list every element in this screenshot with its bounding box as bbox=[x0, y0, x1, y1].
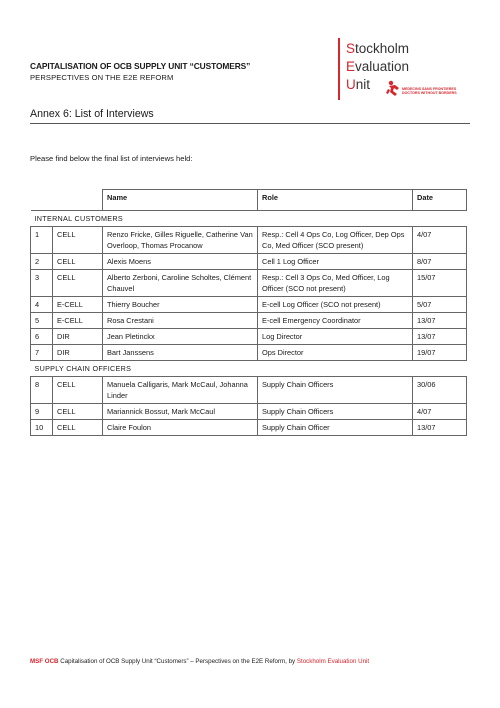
cell-role: Log Director bbox=[258, 329, 413, 345]
header-blank-unit bbox=[53, 190, 103, 211]
table-header-row bbox=[31, 190, 467, 211]
cell-name: Rosa Crestani bbox=[103, 313, 258, 329]
header-date: Date bbox=[413, 190, 467, 211]
cell-name: Claire Foulon bbox=[103, 420, 258, 436]
group-row-internal-customers bbox=[31, 211, 467, 227]
table-row bbox=[31, 420, 467, 436]
cell-date: 13/07 bbox=[413, 420, 467, 436]
header-name: Name bbox=[103, 190, 258, 211]
cell-unit: DIR bbox=[53, 329, 103, 345]
cell-no: 8 bbox=[31, 377, 53, 404]
cell-unit: CELL bbox=[53, 420, 103, 436]
table-row bbox=[31, 254, 467, 270]
cell-unit: CELL bbox=[53, 270, 103, 297]
cell-date: 15/07 bbox=[413, 270, 467, 297]
cell-no: 6 bbox=[31, 329, 53, 345]
cell-no: 9 bbox=[31, 404, 53, 420]
intro-text: Please find below the final list of interviews held: bbox=[30, 154, 193, 163]
group-label: SUPPLY CHAIN OFFICERS bbox=[31, 361, 467, 377]
cell-date: 5/07 bbox=[413, 297, 467, 313]
cell-name: Jean Pletinckx bbox=[103, 329, 258, 345]
stockholm-evaluation-unit-logo bbox=[338, 38, 463, 104]
cell-name: Thierry Boucher bbox=[103, 297, 258, 313]
cell-unit: CELL bbox=[53, 377, 103, 404]
cell-date: 13/07 bbox=[413, 329, 467, 345]
cell-role: Supply Chain Officer bbox=[258, 420, 413, 436]
annex-title-rule bbox=[30, 123, 470, 124]
footer-msf: MSF OCB bbox=[30, 658, 59, 665]
header-subtitle: PERSPECTIVES ON THE E2E REFORM bbox=[30, 73, 174, 82]
cell-name: Manuela Calligaris, Mark McCaul, Johanna Linder bbox=[103, 377, 258, 404]
cell-name: Renzo Fricke, Gilles Riguelle, Catherine Van Overloop, Thomas Procanow bbox=[103, 227, 258, 254]
logo-accent-bar bbox=[338, 38, 340, 100]
header-blank-no bbox=[31, 190, 53, 211]
cell-unit: CELL bbox=[53, 254, 103, 270]
logo-line-stockholm: Stockholm bbox=[346, 41, 410, 56]
cell-date: 30/06 bbox=[413, 377, 467, 404]
cell-no: 5 bbox=[31, 313, 53, 329]
cell-no: 1 bbox=[31, 227, 53, 254]
cell-role: Ops Director bbox=[258, 345, 413, 361]
group-label: INTERNAL CUSTOMERS bbox=[31, 211, 467, 227]
cell-name: Alberto Zerboni, Caroline Scholtes, Clément Chauvel bbox=[103, 270, 258, 297]
cell-no: 10 bbox=[31, 420, 53, 436]
table-row bbox=[31, 404, 467, 420]
cell-name: Alexis Moens bbox=[103, 254, 258, 270]
cell-role: Supply Chain Officers bbox=[258, 404, 413, 420]
msf-logo-text: MEDECINS SANS FRONTIERES DOCTORS WITHOUT BORDERS bbox=[402, 87, 457, 95]
cell-no: 3 bbox=[31, 270, 53, 297]
table-row bbox=[31, 329, 467, 345]
cell-unit: DIR bbox=[53, 345, 103, 361]
header-title: CAPITALISATION OF OCB SUPPLY UNIT “CUSTOMERS” bbox=[30, 61, 251, 71]
cell-unit: CELL bbox=[53, 404, 103, 420]
cell-date: 19/07 bbox=[413, 345, 467, 361]
cell-no: 4 bbox=[31, 297, 53, 313]
page-footer bbox=[30, 658, 369, 665]
cell-no: 2 bbox=[31, 254, 53, 270]
header-role: Role bbox=[258, 190, 413, 211]
footer-unit: Stockholm Evaluation Unit bbox=[296, 658, 370, 665]
cell-role: Cell 1 Log Officer bbox=[258, 254, 413, 270]
group-row-supply-chain-officers bbox=[31, 361, 467, 377]
cell-no: 7 bbox=[31, 345, 53, 361]
interviews-table bbox=[30, 189, 467, 436]
cell-name: Bart Janssens bbox=[103, 345, 258, 361]
cell-role: Resp.: Cell 4 Ops Co, Log Officer, Dep Ops Co, Med Officer (SCO present) bbox=[258, 227, 413, 254]
logo-line-evaluation: Evaluation bbox=[346, 59, 410, 74]
table-row bbox=[31, 345, 467, 361]
cell-unit: E-CELL bbox=[53, 313, 103, 329]
table-row bbox=[31, 227, 467, 254]
table-row bbox=[31, 270, 467, 297]
table-row bbox=[31, 377, 467, 404]
cell-role: Resp.: Cell 3 Ops Co, Med Officer, Log Officer (SCO not present) bbox=[258, 270, 413, 297]
cell-date: 4/07 bbox=[413, 404, 467, 420]
cell-date: 13/07 bbox=[413, 313, 467, 329]
cell-role: E-cell Emergency Coordinator bbox=[258, 313, 413, 329]
cell-role: Supply Chain Officers bbox=[258, 377, 413, 404]
table-row bbox=[31, 297, 467, 313]
annex-title: Annex 6: List of Interviews bbox=[30, 108, 154, 120]
logo-line-unit: Unit bbox=[346, 77, 371, 92]
cell-role: E-cell Log Officer (SCO not present) bbox=[258, 297, 413, 313]
table-row bbox=[31, 313, 467, 329]
footer-text: Capitalisation of OCB Supply Unit “Customers” – Perspectives on the E2E Reform, by bbox=[60, 658, 296, 665]
cell-unit: CELL bbox=[53, 227, 103, 254]
cell-date: 4/07 bbox=[413, 227, 467, 254]
cell-name: Mariannick Bossut, Mark McCaul bbox=[103, 404, 258, 420]
cell-unit: E-CELL bbox=[53, 297, 103, 313]
cell-date: 8/07 bbox=[413, 254, 467, 270]
